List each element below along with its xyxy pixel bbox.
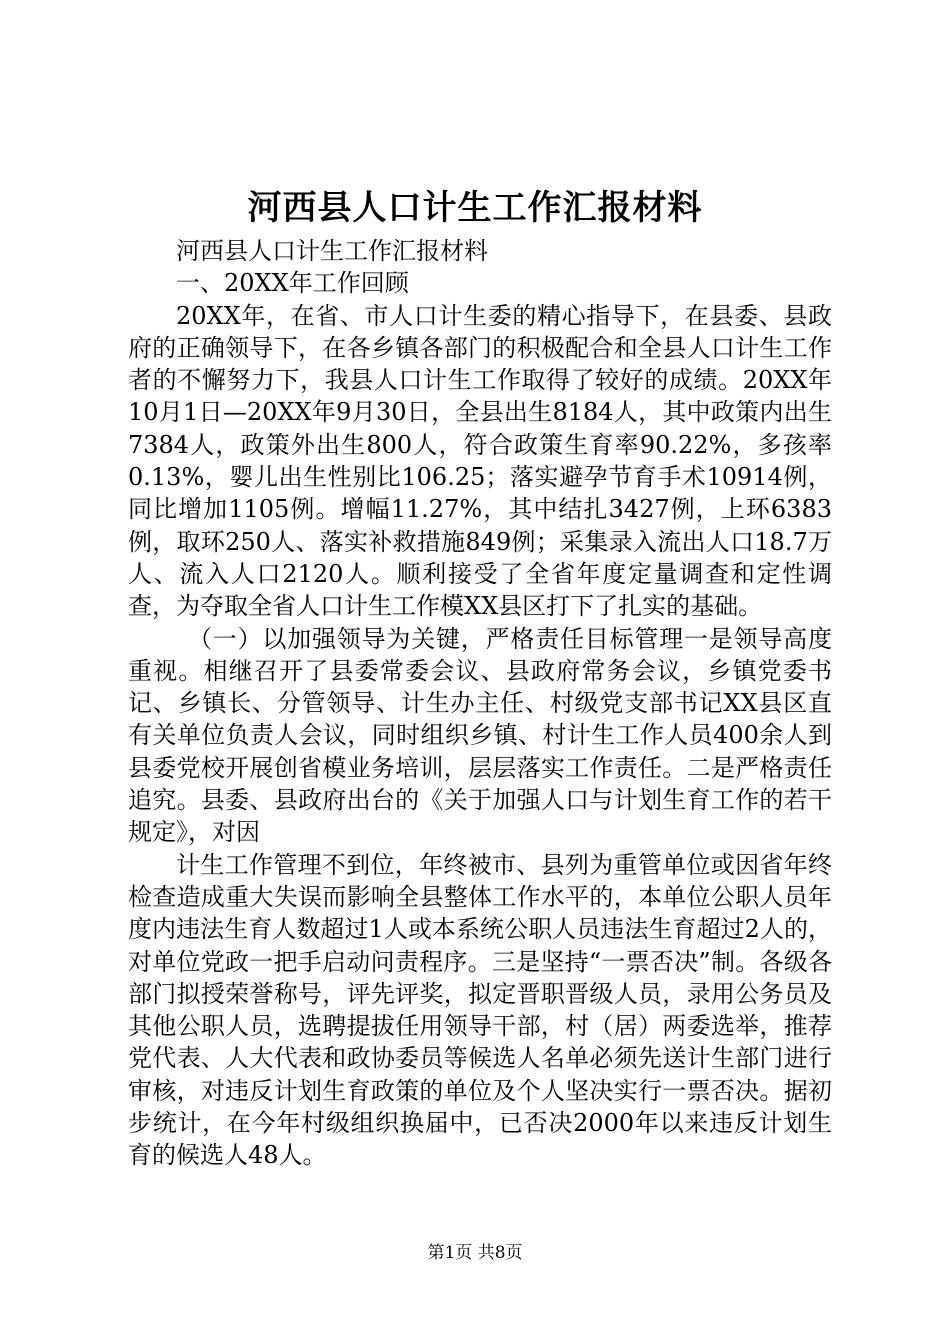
document-body — [128, 235, 832, 1172]
paragraph-accountability: 计生工作管理不到位，年终被市、县列为重管单位或因省年终检查造成重大失误而影响全县整体工作水平的，本单位公职人员年度内违法生育人数超过1人或本系统公职人员违法生育超过2人的，对单位党政一把手启动问责程序。三是坚持“一票否决”制。各级各部门拟授荣誉称号，评先评奖，拟定晋职晋级人员，录用公务员及其他公职人员，选聘提拔任用领导干部，村（居）两委选举，推荐党代表、人大代表和政协委员等候选人名单必须先送计生部门进行审核，对违反计划生育政策的单位及个人坚决实行一票否决。据初步统计，在今年村级组织换届中，已否决2000年以来违反计划生育的候选人48人。 — [128, 850, 832, 1170]
paragraph-subtitle: 河西县人口计生工作汇报材料 — [176, 237, 488, 265]
document-title: 河西县人口计生工作汇报材料 — [247, 188, 703, 228]
paragraph-section-heading: 一、20XX年工作回顾 — [176, 269, 409, 298]
page-footer: 第1页 共8页 — [427, 1243, 523, 1263]
paragraph-leadership: （一）以加强领导为关键，严格责任目标管理一是领导高度重视。相继召开了县委常委会议、县政府常务会议，乡镇党委书记、乡镇长、分管领导、计生办主任、村级党支部书记XX县区直有关单位负责人会议，同时组织乡镇、村计生工作人员400余人到县委党校开展创省模业务培训，层层落实工作责任。二是严格责任追究。县委、县政府出台的《关于加强人口与计划生育工作的若干规定》，对因 — [128, 624, 832, 847]
paragraph-review: 20XX年，在省、市人口计生委的精心指导下，在县委、县政府的正确领导下，在各乡镇各部门的积极配合和全县人口计生工作者的不懈努力下，我县人口计生工作取得了较好的成绩。20XX年10月1日—20XX年9月30日，全县出生8184人，其中政策内出生7384人，政策外出生800人，符合政策生育率90.22%，多孩率0.13%，婴儿出生性别比106.25；落实避孕节育手术10914例，同比增加1105例。增幅11.27%，其中结扎3427例，上环6383例，取环250人、落实补救措施849例；采集录入流出人口18.7万人、流入人口2120人。顺利接受了全省年度定量调查和定性调查，为夺取全省人口计生工作模XX县区打下了扎实的基础。 — [128, 301, 832, 621]
